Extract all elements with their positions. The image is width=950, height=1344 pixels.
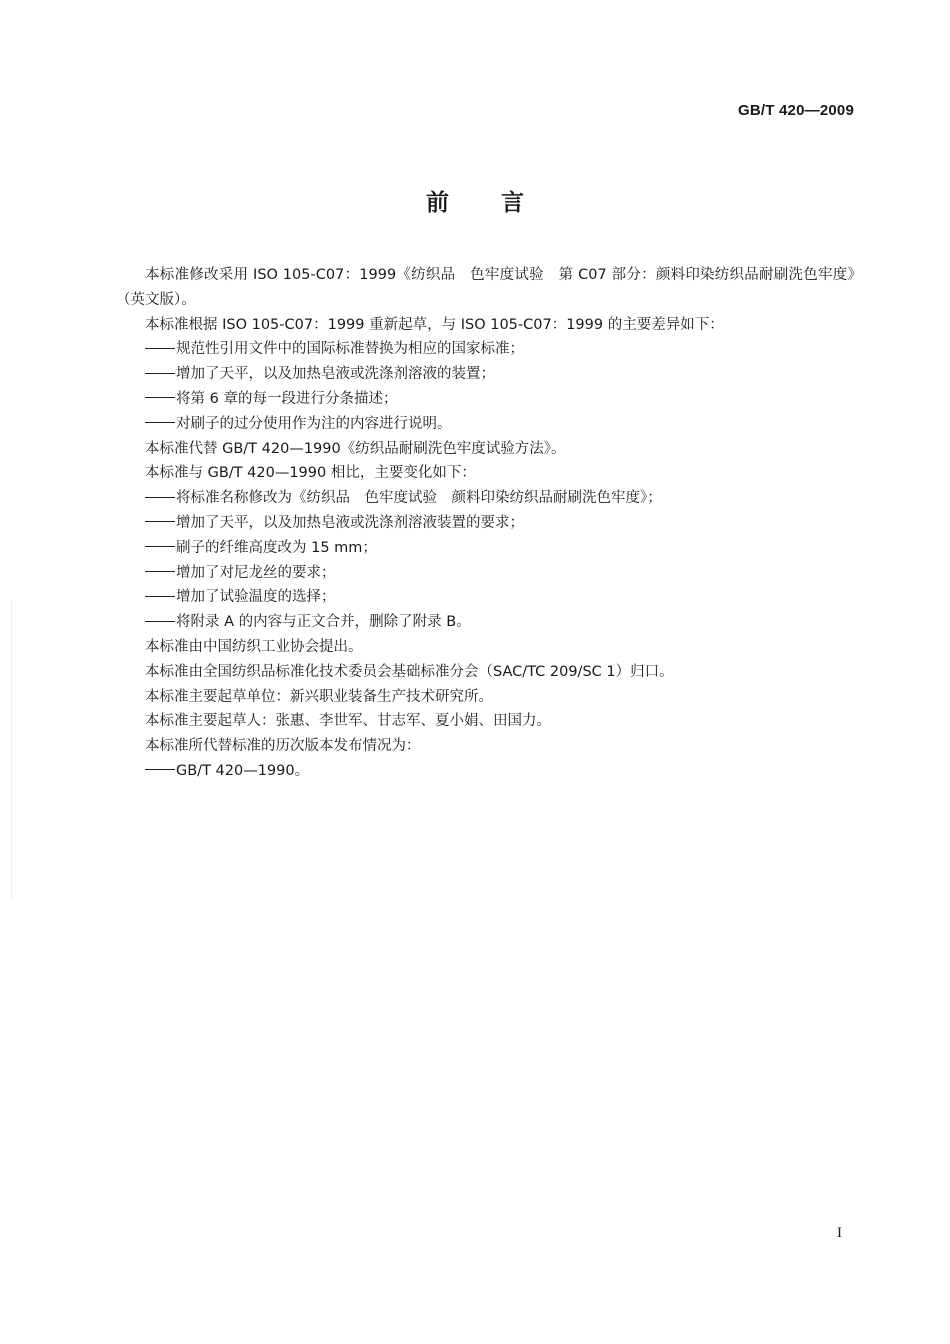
- dash-marker: [145, 596, 175, 597]
- paragraph: 本标准主要起草单位：新兴职业装备生产技术研究所。: [145, 688, 493, 705]
- list-item: 将附录 A 的内容与正文合并，删除了附录 B。: [116, 610, 862, 635]
- dash-marker: [145, 571, 175, 572]
- page-title-char-1: 前: [426, 190, 449, 216]
- list-item: 对刷子的过分使用作为注的内容进行说明。: [116, 412, 862, 437]
- list-item: GB/T 420—1990。: [116, 759, 862, 784]
- page-title-char-2: 言: [501, 190, 524, 216]
- dash-marker: [145, 373, 175, 374]
- list-item: 将标准名称修改为《纺织品 色牢度试验 颜料印染纺织品耐刷洗色牢度》；: [116, 486, 862, 511]
- paragraph: 本标准由中国纺织工业协会提出。: [145, 638, 363, 655]
- dash-marker: [145, 348, 175, 349]
- scan-edge-mark: [11, 600, 12, 900]
- page-title: [0, 184, 950, 217]
- foreword-body: [116, 263, 862, 784]
- paragraph: 本标准主要起草人：张惠、李世军、甘志军、夏小娟、田国力。: [145, 713, 551, 730]
- paragraph: 本标准与 GB/T 420—1990 相比，主要变化如下：: [145, 465, 476, 482]
- paragraph: 本标准根据 ISO 105-C07：1999 重新起草，与 ISO 105-C07：1999 的主要差异如下：: [145, 316, 724, 333]
- list-item: 将第 6 章的每一段进行分条描述；: [116, 387, 862, 412]
- dash-marker: [145, 521, 175, 522]
- dash-marker: [145, 769, 175, 770]
- paragraph: 本标准由全国纺织品标准化技术委员会基础标准分会（SAC/TC 209/SC 1）归口。: [145, 663, 674, 680]
- paragraph: 本标准修改采用 ISO 105-C07：1999《纺织品 色牢度试验 第 C07 部分：颜料印染纺织品耐刷洗色牢度》（英文版）。: [116, 267, 862, 308]
- dash-marker: [145, 497, 175, 498]
- paragraph: 本标准所代替标准的历次版本发布情况为：: [145, 738, 421, 755]
- dash-marker: [145, 422, 175, 423]
- dash-marker: [145, 397, 175, 398]
- dash-marker: [145, 546, 175, 547]
- dash-marker: [145, 621, 175, 622]
- list-item: 增加了天平，以及加热皂液或洗涤剂溶液的装置；: [116, 362, 862, 387]
- standard-number: GB/T 420—2009: [738, 102, 854, 119]
- list-item: 增加了对尼龙丝的要求；: [116, 561, 862, 586]
- list-item: 增加了天平，以及加热皂液或洗涤剂溶液装置的要求；: [116, 511, 862, 536]
- list-item: 增加了试验温度的选择；: [116, 585, 862, 610]
- paragraph: 本标准代替 GB/T 420—1990《纺织品耐刷洗色牢度试验方法》。: [145, 440, 566, 457]
- page-number: I: [837, 1225, 842, 1241]
- list-item: 规范性引用文件中的国际标准替换为相应的国家标准；: [116, 337, 862, 362]
- list-item: 刷子的纤维高度改为 15 mm；: [116, 536, 862, 561]
